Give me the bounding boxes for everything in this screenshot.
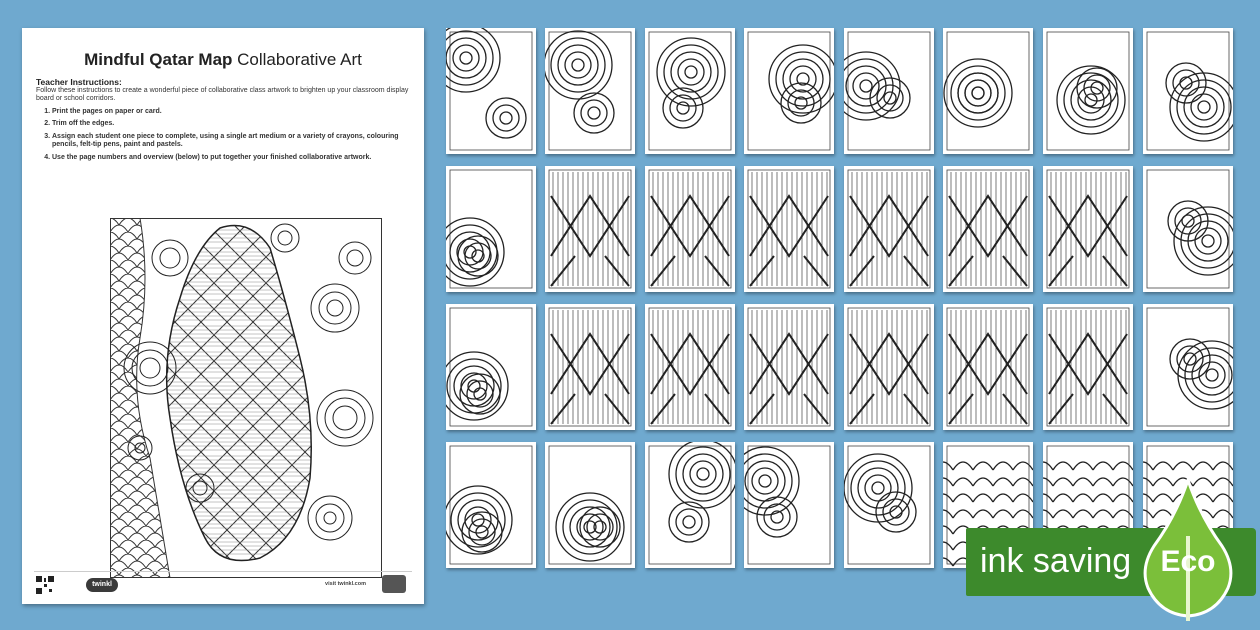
footer-url: visit twinkl.com	[325, 581, 366, 587]
line-art-pattern	[844, 28, 934, 154]
teacher-instructions	[36, 78, 410, 166]
line-art-pattern	[446, 304, 536, 430]
line-art-pattern	[943, 166, 1033, 292]
artwork-piece-card	[744, 304, 834, 430]
line-art-pattern	[844, 166, 934, 292]
instructions-heading: Teacher Instructions:	[36, 77, 122, 87]
artwork-piece-card	[446, 304, 536, 430]
artwork-piece-card	[943, 304, 1033, 430]
artwork-piece-card	[446, 166, 536, 292]
line-art-pattern	[446, 442, 536, 568]
line-art-pattern	[1043, 304, 1133, 430]
artwork-piece-card	[744, 442, 834, 568]
line-art-pattern	[1043, 166, 1133, 292]
line-art-pattern	[446, 166, 536, 292]
qr-code-icon	[36, 576, 54, 594]
artwork-piece-card	[446, 442, 536, 568]
artwork-piece-card	[844, 166, 934, 292]
artwork-piece-card	[844, 442, 934, 568]
worksheet-title	[22, 50, 424, 70]
artwork-piece-card	[645, 166, 735, 292]
line-art-pattern	[545, 304, 635, 430]
artwork-piece-card	[1043, 28, 1133, 154]
line-art-pattern	[744, 28, 834, 154]
line-art-pattern	[1143, 28, 1233, 154]
artwork-piece-card	[446, 28, 536, 154]
instructions-intro: Follow these instructions to create a wonderful piece of collaborative class artwork to brighten up your classroom display board or school corridors.	[36, 86, 409, 102]
artwork-piece-card	[1143, 304, 1233, 430]
artwork-piece-card	[545, 28, 635, 154]
instruction-step: 1. Print the pages on paper or card.	[52, 108, 410, 117]
line-art-pattern	[1043, 28, 1133, 154]
worksheet-page	[22, 28, 424, 604]
artwork-piece-card	[645, 28, 735, 154]
map-overview-artwork	[110, 218, 382, 578]
instruction-step: 4. Use the page numbers and overview (below) to put together your finished collaborative artwork.	[52, 154, 410, 163]
line-art-pattern	[1143, 166, 1233, 292]
eco-word: Eco	[1160, 545, 1216, 578]
worksheet-footer	[34, 571, 412, 596]
artwork-piece-card	[744, 28, 834, 154]
instruction-steps	[36, 108, 410, 163]
title-bold: Mindful Qatar Map	[84, 50, 233, 69]
line-art-pattern	[446, 28, 536, 154]
artwork-piece-card	[545, 442, 635, 568]
line-art-pattern	[645, 166, 735, 292]
artwork-piece-card	[943, 166, 1033, 292]
artwork-piece-card	[645, 442, 735, 568]
line-art-pattern	[844, 304, 934, 430]
artwork-piece-card	[1043, 166, 1133, 292]
line-art-pattern	[545, 166, 635, 292]
line-art-pattern	[844, 442, 934, 568]
line-art-pattern	[943, 304, 1033, 430]
badge-icon	[382, 575, 406, 593]
instruction-step: 3. Assign each student one piece to complete, using a single art medium or a variety of crayons, colouring pencils, felt-tip pens, paint and pastels.	[52, 133, 410, 150]
line-art-pattern	[545, 28, 635, 154]
artwork-piece-card	[545, 304, 635, 430]
line-art-pattern	[943, 28, 1033, 154]
line-art-pattern	[645, 304, 735, 430]
line-art-pattern	[744, 442, 834, 568]
artwork-piece-card	[1043, 304, 1133, 430]
artwork-piece-card	[1143, 166, 1233, 292]
line-art-pattern	[1143, 304, 1233, 430]
twinkl-logo: twinkl	[86, 578, 118, 592]
artwork-piece-card	[645, 304, 735, 430]
line-art-pattern	[545, 442, 635, 568]
artwork-piece-card	[1143, 28, 1233, 154]
instruction-step: 2. Trim off the edges.	[52, 120, 410, 129]
artwork-piece-card	[744, 166, 834, 292]
artwork-piece-card	[943, 28, 1033, 154]
line-art-pattern	[744, 304, 834, 430]
line-art-pattern	[744, 166, 834, 292]
artwork-piece-card	[844, 28, 934, 154]
artwork-piece-card	[844, 304, 934, 430]
line-art-pattern	[645, 28, 735, 154]
line-art-pattern	[645, 442, 735, 568]
title-light: Collaborative Art	[237, 50, 362, 69]
ink-saving-label: ink saving	[980, 542, 1132, 580]
artwork-piece-card	[545, 166, 635, 292]
